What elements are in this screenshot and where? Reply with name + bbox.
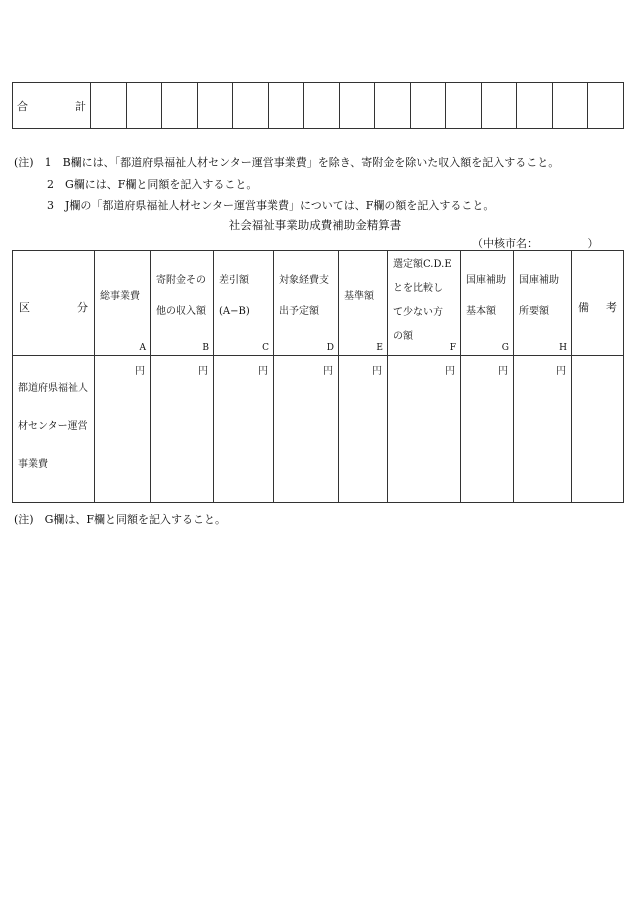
column-header-g bbox=[461, 251, 514, 356]
total-label-cell bbox=[13, 83, 91, 129]
summary-cell bbox=[552, 83, 588, 129]
amount-cell bbox=[461, 356, 514, 503]
summary-cell bbox=[126, 83, 162, 129]
header-label: 対象経費支 出予定額 bbox=[279, 275, 329, 317]
column-letter: D bbox=[326, 343, 334, 353]
summary-cell bbox=[588, 83, 624, 129]
summary-cell bbox=[517, 83, 553, 129]
yen-unit: 円 bbox=[323, 366, 333, 377]
header-label: 基準額 bbox=[344, 291, 374, 302]
total-label: 計 bbox=[75, 99, 86, 113]
amount-cell bbox=[95, 356, 151, 503]
column-letter: E bbox=[376, 343, 383, 353]
total-label: 合 bbox=[17, 99, 28, 113]
yen-unit: 円 bbox=[445, 366, 455, 377]
yen-unit: 円 bbox=[556, 366, 566, 377]
column-letter: B bbox=[202, 343, 209, 353]
summary-cell bbox=[304, 83, 340, 129]
amount-cell bbox=[514, 356, 572, 503]
column-header-a bbox=[95, 251, 151, 356]
amount-cell bbox=[388, 356, 461, 503]
column-header-c bbox=[214, 251, 274, 356]
remarks-cell bbox=[572, 356, 624, 503]
summary-table bbox=[12, 82, 624, 129]
note-3: 3 J欄の「都道府県福祉人材センター運営事業費」については、F欄の額を記入すること。 bbox=[47, 199, 495, 212]
summary-cell bbox=[162, 83, 198, 129]
summary-cell bbox=[91, 83, 127, 129]
summary-cell bbox=[339, 83, 375, 129]
settlement-table bbox=[12, 250, 624, 503]
column-header-e bbox=[339, 251, 388, 356]
column-header-b bbox=[151, 251, 214, 356]
column-header-h bbox=[514, 251, 572, 356]
column-letter: F bbox=[449, 343, 456, 353]
document-title: 社会福祉事業助成費補助金精算書 bbox=[228, 218, 402, 232]
column-header-d bbox=[274, 251, 339, 356]
column-letter: A bbox=[139, 343, 146, 353]
note-1: (注) 1 B欄には、「都道府県福祉人材センター運営事業費」を除き、寄附金を除いた収入額を記入すること。 bbox=[14, 156, 560, 169]
summary-cell bbox=[268, 83, 304, 129]
header-label: 寄附金その 他の収入額 bbox=[156, 275, 206, 317]
header-label: 選定額C.D.E とを比較し て少ない方 の額 bbox=[393, 259, 452, 342]
summary-cell bbox=[375, 83, 411, 129]
row-label-cell bbox=[13, 356, 95, 503]
yen-unit: 円 bbox=[135, 366, 145, 377]
summary-cell bbox=[197, 83, 233, 129]
column-letter: G bbox=[501, 343, 509, 353]
note-bottom: (注) G欄は、F欄と同額を記入すること。 bbox=[14, 513, 227, 526]
kubun-header: 区 分 bbox=[13, 251, 95, 356]
row-label-line: 事業費 bbox=[18, 459, 48, 470]
amount-cell bbox=[214, 356, 274, 503]
header-label: 総事業費 bbox=[100, 291, 140, 302]
remarks-header: 備 考 bbox=[572, 251, 624, 356]
header-label: 国庫補助 基本額 bbox=[466, 275, 506, 317]
header-label: 国庫補助 所要額 bbox=[519, 275, 559, 317]
amount-cell bbox=[274, 356, 339, 503]
summary-cell bbox=[410, 83, 446, 129]
summary-cell bbox=[233, 83, 269, 129]
column-header-f bbox=[388, 251, 461, 356]
row-label-line: 都道府県福祉人 bbox=[18, 383, 88, 394]
header-label: 差引額 (A−B) bbox=[219, 275, 250, 317]
row-label-line: 材センター運営 bbox=[18, 421, 88, 432]
amount-cell bbox=[339, 356, 388, 503]
column-letter: C bbox=[262, 343, 269, 353]
yen-unit: 円 bbox=[498, 366, 508, 377]
yen-unit: 円 bbox=[372, 366, 382, 377]
summary-cell bbox=[446, 83, 482, 129]
yen-unit: 円 bbox=[198, 366, 208, 377]
city-name-field: （中核市名： ） bbox=[472, 237, 599, 250]
column-letter: H bbox=[559, 343, 567, 353]
note-2: 2 G欄には、F欄と同額を記入すること。 bbox=[47, 178, 258, 191]
summary-cell bbox=[481, 83, 517, 129]
amount-cell bbox=[151, 356, 214, 503]
yen-unit: 円 bbox=[258, 366, 268, 377]
